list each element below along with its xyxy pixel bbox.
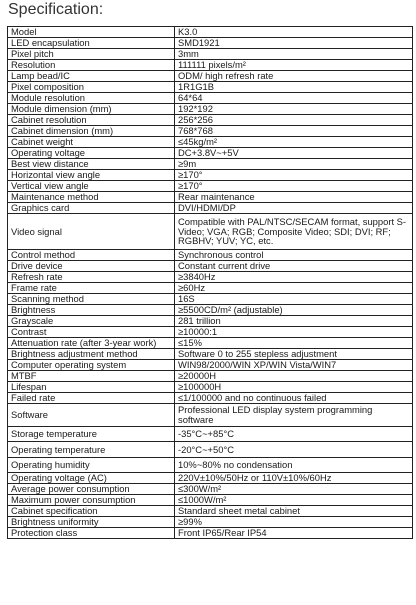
- table-row: [8, 458, 413, 473]
- spec-name-cell: Lamp bead/IC: [8, 71, 175, 82]
- table-row: [8, 393, 413, 404]
- spec-name-cell: Cabinet specification: [8, 506, 175, 517]
- spec-value-cell: 768*768: [175, 126, 413, 137]
- spec-value-cell: ≥5500CD/m² (adjustable): [175, 305, 413, 316]
- spec-value-cell: K3.0: [175, 27, 413, 38]
- table-row: [8, 360, 413, 371]
- spec-name-cell: Contrast: [8, 327, 175, 338]
- spec-name-cell: Computer operating system: [8, 360, 175, 371]
- specification-table-body: [8, 27, 413, 539]
- spec-name-cell: Drive device: [8, 261, 175, 272]
- spec-value-cell: 281 trillion: [175, 316, 413, 327]
- spec-value-cell: Constant current drive: [175, 261, 413, 272]
- spec-name-cell: Vertical view angle: [8, 181, 175, 192]
- table-row: [8, 305, 413, 316]
- table-row: [8, 159, 413, 170]
- table-row: [8, 148, 413, 159]
- table-row: [8, 283, 413, 294]
- spec-name-cell: Horizontal view angle: [8, 170, 175, 181]
- table-row: [8, 327, 413, 338]
- table-row: [8, 137, 413, 148]
- spec-value-cell: ≥60Hz: [175, 283, 413, 294]
- spec-value-cell: Standard sheet metal cabinet: [175, 506, 413, 517]
- spec-name-cell: Grayscale: [8, 316, 175, 327]
- spec-name-cell: Operating voltage: [8, 148, 175, 159]
- spec-name-cell: Cabinet resolution: [8, 115, 175, 126]
- spec-value-cell: DC+3.8V~+5V: [175, 148, 413, 159]
- spec-name-cell: Lifespan: [8, 382, 175, 393]
- specification-table: [7, 26, 413, 539]
- spec-value-cell: Compatible with PAL/NTSC/SECAM format, support S-Video; VGA; RGB; Composite Video; SDI; DVI; RF; RGBHV; YUV; YC, etc.: [175, 214, 413, 250]
- spec-name-cell: Pixel composition: [8, 82, 175, 93]
- spec-value-cell: 220V±10%/50Hz or 110V±10%/60Hz: [175, 473, 413, 484]
- spec-value-cell: -20°C~+50°C: [175, 442, 413, 458]
- spec-value-cell: ≥10000:1: [175, 327, 413, 338]
- table-row: [8, 203, 413, 214]
- spec-name-cell: Best view distance: [8, 159, 175, 170]
- table-row: [8, 382, 413, 393]
- table-row: [8, 214, 413, 250]
- table-row: [8, 181, 413, 192]
- table-row: [8, 115, 413, 126]
- spec-value-cell: Front IP65/Rear IP54: [175, 528, 413, 539]
- spec-name-cell: LED encapsulation: [8, 38, 175, 49]
- spec-name-cell: Video signal: [8, 214, 175, 250]
- spec-name-cell: Scanning method: [8, 294, 175, 305]
- table-row: [8, 192, 413, 203]
- spec-value-cell: ≤45kg/m²: [175, 137, 413, 148]
- spec-value-cell: 192*192: [175, 104, 413, 115]
- spec-value-cell: DVI/HDMI/DP: [175, 203, 413, 214]
- spec-value-cell: ≥20000H: [175, 371, 413, 382]
- spec-value-cell: ≤15%: [175, 338, 413, 349]
- spec-name-cell: MTBF: [8, 371, 175, 382]
- spec-name-cell: Storage temperature: [8, 427, 175, 442]
- table-row: [8, 427, 413, 442]
- spec-name-cell: Operating voltage (AC): [8, 473, 175, 484]
- spec-value-cell: 256*256: [175, 115, 413, 126]
- spec-value-cell: -35°C~+85°C: [175, 427, 413, 442]
- spec-name-cell: Resolution: [8, 60, 175, 71]
- table-row: [8, 473, 413, 484]
- table-row: [8, 60, 413, 71]
- spec-value-cell: ≥99%: [175, 517, 413, 528]
- table-row: [8, 272, 413, 283]
- table-row: [8, 261, 413, 272]
- spec-value-cell: ≥170°: [175, 170, 413, 181]
- table-row: [8, 93, 413, 104]
- spec-name-cell: Frame rate: [8, 283, 175, 294]
- spec-value-cell: 1R1G1B: [175, 82, 413, 93]
- spec-name-cell: Refresh rate: [8, 272, 175, 283]
- spec-name-cell: Cabinet weight: [8, 137, 175, 148]
- spec-name-cell: Brightness adjustment method: [8, 349, 175, 360]
- spec-value-cell: ODM/ high refresh rate: [175, 71, 413, 82]
- spec-value-cell: ≥100000H: [175, 382, 413, 393]
- table-row: [8, 506, 413, 517]
- spec-value-cell: Synchronous control: [175, 250, 413, 261]
- table-row: [8, 517, 413, 528]
- spec-value-cell: 16S: [175, 294, 413, 305]
- page-title: Specification:: [8, 1, 104, 18]
- spec-value-cell: SMD1921: [175, 38, 413, 49]
- table-row: [8, 38, 413, 49]
- spec-name-cell: Brightness: [8, 305, 175, 316]
- spec-name-cell: Model: [8, 27, 175, 38]
- table-row: [8, 71, 413, 82]
- table-row: [8, 27, 413, 38]
- table-row: [8, 316, 413, 327]
- table-row: [8, 294, 413, 305]
- table-row: [8, 49, 413, 60]
- spec-value-cell: 10%~80% no condensation: [175, 458, 413, 473]
- table-row: [8, 528, 413, 539]
- table-row: [8, 442, 413, 458]
- spec-value-cell: ≤300W/m²: [175, 484, 413, 495]
- table-row: [8, 371, 413, 382]
- spec-value-cell: WIN98/2000/WIN XP/WIN Vista/WIN7: [175, 360, 413, 371]
- table-row: [8, 104, 413, 115]
- table-row: [8, 126, 413, 137]
- spec-name-cell: Software: [8, 404, 175, 427]
- table-row: [8, 250, 413, 261]
- spec-name-cell: Operating humidity: [8, 458, 175, 473]
- spec-name-cell: Attenuation rate (after 3-year work): [8, 338, 175, 349]
- spec-value-cell: ≥170°: [175, 181, 413, 192]
- spec-name-cell: Maximum power consumption: [8, 495, 175, 506]
- spec-value-cell: ≥3840Hz: [175, 272, 413, 283]
- spec-name-cell: Maintenance method: [8, 192, 175, 203]
- table-row: [8, 404, 413, 427]
- spec-name-cell: Protection class: [8, 528, 175, 539]
- spec-value-cell: ≥9m: [175, 159, 413, 170]
- spec-value-cell: 111111 pixels/m²: [175, 60, 413, 71]
- spec-value-cell: 3mm: [175, 49, 413, 60]
- spec-name-cell: Cabinet dimension (mm): [8, 126, 175, 137]
- spec-value-cell: Software 0 to 255 stepless adjustment: [175, 349, 413, 360]
- spec-name-cell: Brightness uniformity: [8, 517, 175, 528]
- spec-name-cell: Pixel pitch: [8, 49, 175, 60]
- spec-name-cell: Graphics card: [8, 203, 175, 214]
- spec-name-cell: Failed rate: [8, 393, 175, 404]
- spec-name-cell: Operating temperature: [8, 442, 175, 458]
- spec-value-cell: 64*64: [175, 93, 413, 104]
- spec-value-cell: Professional LED display system programming software: [175, 404, 413, 427]
- spec-name-cell: Module resolution: [8, 93, 175, 104]
- spec-name-cell: Control method: [8, 250, 175, 261]
- spec-value-cell: ≤1/100000 and no continuous failed: [175, 393, 413, 404]
- spec-value-cell: Rear maintenance: [175, 192, 413, 203]
- spec-value-cell: ≤1000W/m²: [175, 495, 413, 506]
- table-row: [8, 82, 413, 93]
- spec-name-cell: Average power consumption: [8, 484, 175, 495]
- table-row: [8, 170, 413, 181]
- table-row: [8, 338, 413, 349]
- spec-name-cell: Module dimension (mm): [8, 104, 175, 115]
- table-row: [8, 484, 413, 495]
- table-row: [8, 495, 413, 506]
- table-row: [8, 349, 413, 360]
